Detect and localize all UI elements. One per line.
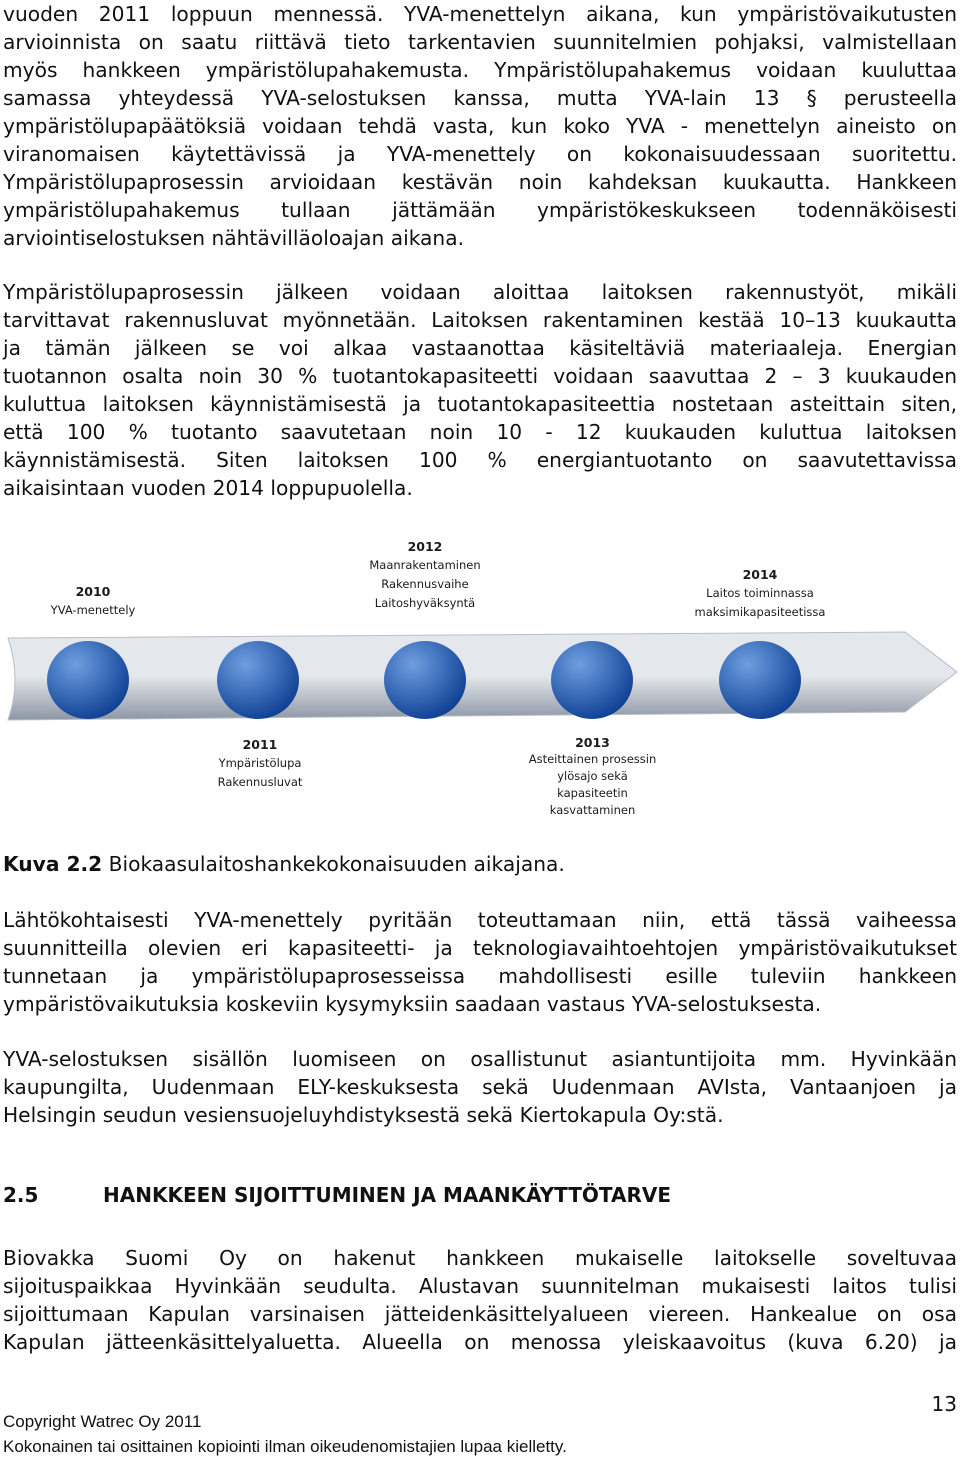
paragraph-yva-goal (3, 906, 957, 1018)
timeline-label-2014 (685, 565, 835, 622)
text-line: ympäristölupahakemus tullaan jättämään ympäristökeskukseen todennäköisesti (3, 198, 957, 222)
text-line: kaupungilta, Uudenmaan ELY-keskuksesta sekä Uudenmaan AVIsta, Vantaanjoen ja (3, 1075, 957, 1099)
text-line: arviointiselostuksen nähtävilläoloajan aikana. (3, 226, 465, 250)
timeline-arrow (8, 632, 957, 720)
figure-label: Kuva 2.2 (3, 852, 103, 876)
timeline-item: Rakennusvaihe (381, 577, 469, 591)
text-line: Kapulan jätteenkäsittelyaluetta. Alueella on menossa yleiskaavoitus (kuva 6.20) ja (3, 1330, 957, 1354)
timeline-year: 2010 (75, 584, 111, 599)
page-number: 13 (931, 1392, 957, 1416)
timeline-marker-2011 (217, 641, 299, 719)
text-line: ympäristövaikutuksia koskeviin kysymyksiin saadaan vastaus YVA-selostuksesta. (3, 992, 822, 1016)
paragraph-experts (3, 1045, 957, 1129)
timeline-marker-2014 (719, 641, 801, 719)
text-line: aikaisintaan vuoden 2014 loppupuolella. (3, 476, 413, 500)
text-line: tarvittavat rakennusluvat myönnetään. Laitoksen rakentaminen kestää 10–13 kuukautta (3, 308, 957, 332)
paragraph-construction (3, 278, 957, 502)
timeline-label-2010 (28, 582, 158, 620)
timeline-year: 2013 (575, 735, 610, 750)
text-line: Ympäristölupaprosessin arvioidaan kestävän noin kahdeksan kuukautta. Hankkeen (3, 170, 957, 194)
text-line: tunnetaan ja ympäristölupaprosesseissa mahdollisesti esille tuleviin hankkeen (3, 964, 957, 988)
text-line: Helsingin seudun vesiensuojeluyhdistyksestä sekä Kiertokapula Oy:stä. (3, 1103, 724, 1127)
text-line: ympäristölupapäätöksiä voidaan tehdä vasta, kun koko YVA - menettelyn aineisto on (3, 114, 957, 138)
text-line: sijoittumaan Kapulan varsinaisen jätteidenkäsittelyalueen viereen. Hankealue on osa (3, 1302, 957, 1326)
footer-notice: Kokonainen tai osittainen kopiointi ilman oikeudenomistajien lupaa kielletty. (3, 1437, 567, 1456)
timeline-marker-2010 (47, 641, 129, 719)
text-line: että 100 % tuotanto saavutetaan noin 10 - 12 kuukauden kuluttua laitoksen (3, 420, 957, 444)
text-line: viranomaisen käytettävissä ja YVA-menettely on kokonaisuudessaan suoritettu. (3, 142, 957, 166)
timeline-item: kapasiteetin (557, 786, 628, 800)
timeline-item: Laitos toiminnassa (706, 586, 814, 600)
text-line: Lähtökohtaisesti YVA-menettely pyritään toteuttamaan niin, että tässä vaiheessa (3, 908, 957, 932)
timeline-item: Rakennusluvat (217, 775, 303, 789)
timeline-label-2013 (515, 734, 670, 819)
text-line: ja tämän jälkeen se voi alkaa vastaanottaa käsiteltäviä materiaaleja. Energian (3, 336, 957, 360)
text-line: käynnistämisestä. Siten laitoksen 100 % energiantuotanto on saavutettavissa (3, 448, 957, 472)
text-line: kuluttua laitoksen käynnistämisestä ja tuotantokapasiteettia nostetaan asteittain siten, (3, 392, 957, 416)
figure-caption (3, 850, 565, 878)
figure-caption-text: Biokaasulaitoshankekokonaisuuden aikajana. (102, 852, 565, 876)
text-line: vuoden 2011 loppuun mennessä. YVA-menettelyn aikana, kun ympäristövaikutusten (3, 2, 957, 26)
timeline-year: 2014 (742, 567, 778, 582)
timeline-label-2012 (350, 537, 500, 613)
text-line: tuotannon osalta noin 30 % tuotantokapasiteetti voidaan saavuttaa 2 – 3 kuukauden (3, 364, 957, 388)
timeline-item: ylösajo sekä (557, 769, 628, 783)
timeline-marker-2012 (384, 641, 466, 719)
section-title: HANKKEEN SIJOITTUMINEN JA MAANKÄYTTÖTARVE (103, 1183, 672, 1207)
paragraph-yva-permit (3, 0, 957, 252)
timeline-item: kasvattaminen (549, 803, 636, 817)
timeline-item: Asteittainen prosessin (528, 752, 657, 766)
timeline-year: 2011 (242, 737, 278, 752)
text-line: YVA-selostuksen sisällön luomiseen on osallistunut asiantuntijoita mm. Hyvinkään (3, 1047, 957, 1071)
text-line: samassa yhteydessä YVA-selostuksen kanssa, mutta YVA-lain 13 § perusteella (3, 86, 957, 110)
footer-copyright: Copyright Watrec Oy 2011 (3, 1412, 202, 1431)
timeline-item: Maanrakentaminen (369, 558, 481, 572)
timeline-year: 2012 (407, 539, 443, 554)
paragraph-location (3, 1244, 957, 1356)
section-heading (3, 1180, 671, 1210)
text-line: myös hankkeen ympäristölupahakemusta. Ympäristölupahakemus voidaan kuuluttaa (3, 58, 957, 82)
section-number: 2.5 (3, 1183, 39, 1207)
timeline-item: Laitoshyväksyntä (374, 596, 476, 610)
timeline-item: maksimikapasiteetissa (694, 605, 826, 619)
text-line: Biovakka Suomi Oy on hakenut hankkeen mukaiselle laitokselle soveltuvaa (3, 1246, 957, 1270)
timeline-item: Ympäristölupa (218, 756, 302, 770)
timeline-item: YVA-menettely (50, 603, 136, 617)
text-line: suunnitteilla olevien eri kapasiteetti- ja teknologiavaihtoehtojen ympäristövaikutukset (3, 936, 957, 960)
timeline-marker-2013 (551, 641, 633, 719)
text-line: arvioinnista on saatu riittävä tieto tarkentavien suunnitelmien pohjaksi, valmistellaan (3, 30, 957, 54)
timeline-label-2011 (190, 735, 330, 792)
timeline-figure (0, 530, 960, 830)
text-line: sijoituspaikkaa Hyvinkään seudulta. Alustavan suunnitelman mukaisesti laitos tulisi (3, 1274, 957, 1298)
text-line: Ympäristölupaprosessin jälkeen voidaan aloittaa laitoksen rakennustyöt, mikäli (3, 280, 957, 304)
